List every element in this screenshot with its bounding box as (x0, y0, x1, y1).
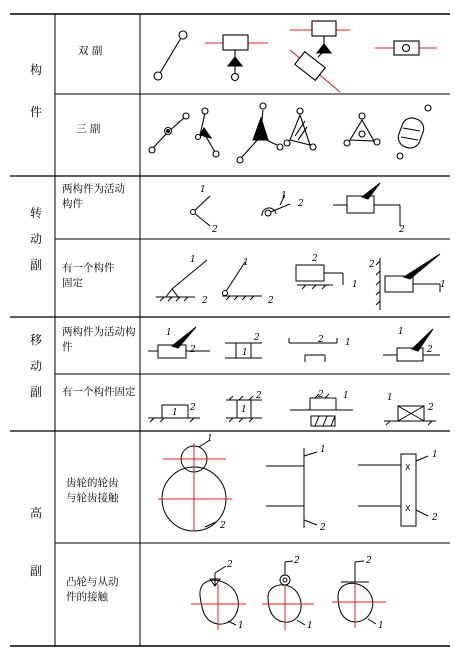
subrow-rev-both-moving: 两构件为活动构件 (62, 183, 125, 210)
category-component: 构 件 (29, 63, 42, 119)
svg-text:1: 1 (166, 328, 172, 338)
svg-text:1: 1 (242, 348, 248, 358)
svg-text:1: 1 (243, 258, 249, 268)
svg-text:1: 1 (440, 280, 446, 290)
svg-text:2: 2 (202, 296, 208, 306)
svg-text:1: 1 (207, 434, 213, 444)
subrow-binary: 双 副 (78, 45, 103, 57)
binary-link-symbols (154, 21, 437, 92)
svg-text:1: 1 (352, 280, 358, 290)
svg-text:2: 2 (212, 225, 218, 235)
subrow-ternary: 三 副 (76, 123, 101, 135)
svg-text:1: 1 (398, 327, 404, 337)
svg-text:2: 2 (318, 390, 324, 400)
subrow-pri-one-fixed: 有一个构件固定 (62, 386, 136, 398)
subrow-pri-both-moving: 两构件为活动构件 (62, 326, 136, 353)
gear-mesh-symbols (158, 440, 428, 531)
svg-text:1: 1 (172, 408, 178, 418)
category-prismatic: 移 动 副 (29, 333, 42, 399)
svg-text:2: 2 (320, 523, 326, 533)
svg-text:2: 2 (256, 391, 262, 401)
category-revolute: 转 动 副 (29, 206, 42, 272)
subrow-gear-mesh: 齿轮的轮齿与轮齿接触 (66, 477, 119, 504)
cam-follower-symbols (191, 561, 386, 630)
svg-text:1: 1 (320, 445, 326, 455)
label: 1 (200, 185, 206, 195)
svg-text:2: 2 (254, 333, 260, 343)
svg-text:2: 2 (366, 556, 372, 566)
revolute-moving-symbols (191, 183, 401, 226)
svg-text:2: 2 (294, 556, 300, 566)
svg-text:X: X (405, 463, 411, 472)
svg-text:1: 1 (432, 450, 438, 460)
revolute-fixed-symbols (156, 254, 440, 310)
svg-text:1: 1 (281, 191, 287, 201)
svg-text:2: 2 (312, 254, 318, 264)
svg-text:2: 2 (369, 260, 375, 270)
svg-text:1: 1 (241, 405, 247, 415)
ternary-link-symbols (149, 103, 431, 163)
svg-text:1: 1 (343, 391, 349, 401)
svg-text:2: 2 (227, 560, 233, 570)
svg-text:1: 1 (387, 393, 393, 403)
svg-text:2: 2 (190, 403, 196, 413)
svg-text:2: 2 (428, 403, 434, 413)
svg-text:1: 1 (378, 621, 384, 631)
svg-text:2: 2 (432, 513, 438, 523)
svg-text:1: 1 (307, 621, 313, 631)
svg-text:1: 1 (345, 338, 351, 348)
svg-text:2: 2 (318, 335, 324, 345)
svg-text:1: 1 (190, 255, 196, 265)
svg-text:2: 2 (268, 296, 274, 306)
svg-text:1: 1 (238, 621, 244, 631)
svg-text:X: X (405, 504, 411, 513)
svg-text:2: 2 (427, 345, 433, 355)
subrow-cam-follower: 凸轮与从动件的接触 (66, 576, 119, 603)
svg-text:2: 2 (399, 225, 405, 235)
svg-text:2: 2 (298, 199, 304, 209)
svg-text:2: 2 (220, 521, 226, 531)
svg-text:2: 2 (190, 345, 196, 355)
category-higher: 高 副 (29, 506, 42, 578)
subrow-rev-one-fixed: 有一个构件固定 (62, 262, 115, 289)
